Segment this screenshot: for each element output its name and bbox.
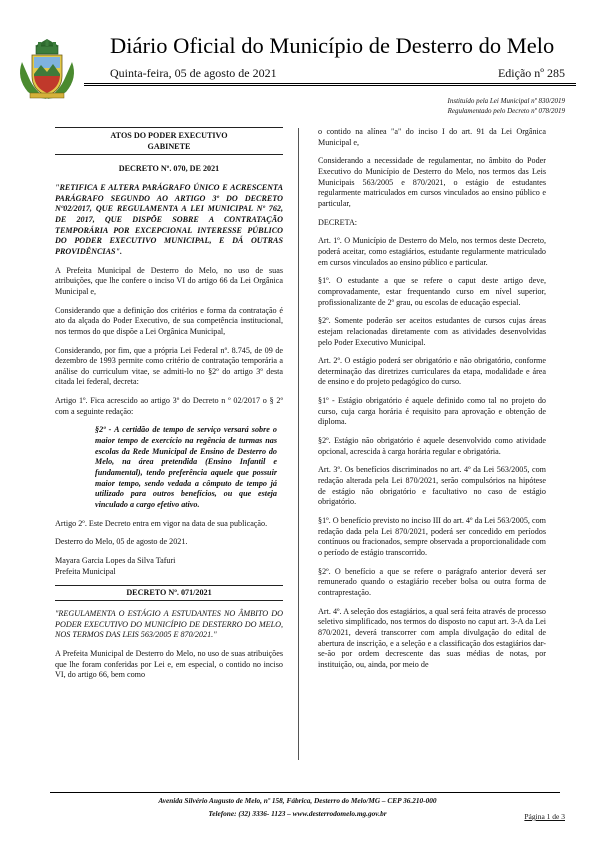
decree-070-title: DECRETO Nº. 070, DE 2021 xyxy=(118,164,220,174)
article: Art. 1º. O Município de Desterro do Melo, nos termos deste Decreto, poderá aceitar, como estagiários, estudante regularmente matriculado em cursos vinculados ao ensino público e particular. xyxy=(318,236,546,267)
page-number: Página 1 de 3 xyxy=(524,812,565,821)
paragraph: Artigo 1º. Fica acrescido ao artigo 3º do Decreto n º 02/2017 o § 2º com a seguinte redação: xyxy=(55,396,283,416)
municipal-coat-of-arms-icon xyxy=(14,38,80,100)
article: Art. 4º. A seleção dos estagiários, a qual será feita através de processo seletivo simplificado, nos termos do disposto no caput art. 3-A da Lei 870/2021, deverá transcorrer com ampla divulgação do edital de abertura de inscrição, e a seleção e a classificação dos estagiários dar-se-ão por ordem decrescente das suas médias de notas, por instituição, ou, ainda, por meio de xyxy=(318,606,546,669)
newspaper-title: Diário Oficial do Município de Desterro do Melo xyxy=(110,33,555,58)
article: Art. 3º. Os benefícios discriminados no art. 4º da Lei 563/2005, com redação alterada pela Lei 870/2021, serão compulsórios na hipótese de estágio não obrigatório e facultativo no caso de estágio obrigatório. xyxy=(318,465,546,507)
signer-name: Mayara Garcia Lopes da Silva Tafuri xyxy=(55,556,176,565)
column-divider xyxy=(298,128,299,760)
left-column xyxy=(55,127,283,689)
quoted-amendment: §2º - A certidão de tempo de serviço versará sobre o maior tempo de exercício na regência de turmas nas escolas da Rede Municipal de Ensino de Desterro do Melo, na área pretendida (Ensino Infantil e fundamental), tendo preferência aquele que possuir maior tempo, sendo vedada a cômputo de tempo já utilizado para outros benefícios, ou que esteja vinculado a cargo efetivo ativo. xyxy=(95,425,277,510)
regulation-decree-note: Regulamentado pelo Decreto nº 078/2019 xyxy=(447,107,565,115)
paragraph: Considerando que a definição dos critérios e forma da contratação é ato da alçada do Poder Executivo, de sua competência institucional, nos termos do que dispõe a Lei Orgânica Municipal, xyxy=(55,305,283,336)
edition-number: Edição nº 285 xyxy=(497,66,565,80)
section-title: ATOS DO PODER EXECUTIVO xyxy=(110,131,228,140)
article: Art. 2º. O estágio poderá ser obrigatório e não obrigatório, conforme determinação das diretrizes curriculares da etapa, modalidade e área de ensino e do projeto pedagógico do curso. xyxy=(318,356,546,387)
right-column xyxy=(318,127,546,679)
masthead xyxy=(0,0,595,120)
decree-071-summary: "REGULAMENTA O ESTÁGIO A ESTUDANTES NO ÂMBITO DO PODER EXECUTIVO DO MUNICÍPIO DE DESTERRO DO MELO, NOS TERMOS DAS LEIS 563/2005 E 870/2021." xyxy=(55,608,283,640)
place-date: Desterro do Melo, 05 de agosto de 2021. xyxy=(55,537,188,547)
paragraph: §2º. O benefício a que se refere o parágrafo anterior deverá ser remunerado quando o estagiário receber bolsa ou outra forma de contraprestação. xyxy=(318,566,546,597)
paragraph: §2º. Estágio não obrigatório é aquele desenvolvido como atividade opcional, acrescida à carga horária regular e obrigatória. xyxy=(318,436,546,456)
paragraph: DECRETA: xyxy=(318,217,358,227)
paragraph: §1º. O estudante a que se refere o caput deste artigo deve, comprovadamente, estar frequentando curso em nível superior, profissionalizante de 2º grau, ou escolas de educação especial. xyxy=(318,276,546,307)
paragraph: A Prefeita Municipal de Desterro do Melo, no uso de suas atribuições, que lhe confere o inciso VI do artigo 66 da Lei Orgânica Municipal e, xyxy=(55,265,283,296)
paragraph: Considerando, por fim, que a própria Lei Federal nº. 8.745, de 09 de dezembro de 1993 permite como critério de contratação temporária a análise do curriculum vitae, se admiti-lo no §2º do artigo 3º desta citada lei federal, decreta: xyxy=(55,345,283,387)
signature-block xyxy=(55,556,283,577)
institution-law-note: Instituído pela Lei Municipal nº 830/2019 xyxy=(447,97,565,105)
section-header xyxy=(55,127,283,155)
paragraph: §1º. O benefício previsto no inciso III do art. 4º da Lei 563/2005, com redação dada pela Lei 870/2021, poderá ser concedido em períodos contínuos ou fracionados, sempre observada a proporcionalidade com o período de estágio transcorrido. xyxy=(318,516,546,557)
header-rule-top-second xyxy=(84,85,576,86)
section-subtitle: GABINETE xyxy=(147,141,191,151)
paragraph: §1º - Estágio obrigatório é aquele definido como tal no projeto do curso, cuja carga horária é requisito para aprovação e obtenção de diploma. xyxy=(318,396,546,427)
signer-role: Prefeita Municipal xyxy=(55,566,116,576)
paragraph: Considerando a necessidade de regulamentar, no âmbito do Poder Executivo do Município de Desterro do Melo, nos termos das Leis Municipais 563/2005 e 870/2021, o estágio de estudantes regularmente matriculados em cursos vinculados ao ensino público e particular, xyxy=(318,156,546,208)
decree-070-summary: "RETIFICA E ALTERA PARÁGRAFO ÚNICO E ACRESCENTA PARÁGRAFO SEGUNDO AO ARTIGO 3º DO DECRETO Nº02/2017, QUE REGULAMENTA A LEI MUNICIPAL Nº 762, DE 2017, QUE DISPÕE SOBRE A CONTRATAÇÃO TEMPORÁRIA POR EXCEPCIONAL INTERESSE PÚBLICO DO PODER EXECUTIVO MUNICIPAL, E DÁ OUTRAS PROVIDÊNCIAS". xyxy=(55,182,283,256)
decree-071-title: DECRETO Nº. 071/2021 xyxy=(55,585,283,601)
footer-rule xyxy=(50,792,560,793)
paragraph: o contido na alínea "a" do inciso I do art. 91 da Lei Orgânica Municipal e, xyxy=(318,127,546,147)
footer-contact: Telefone: (32) 3336- 1123 – www.desterrodomelo.mg.gov.br xyxy=(208,809,387,818)
paragraph: §2º. Somente poderão ser aceitos estudantes de cursos cujas áreas estejam relacionadas diretamente com as atividades desenvolvidas pelo Poder Executivo Municipal. xyxy=(318,316,546,347)
paragraph: A Prefeita Municipal de Desterro do Melo, no uso de suas atribuições que lhe foram conferidas por Lei e, em especial, o contido no inciso VI, do artigo 66, bem como xyxy=(55,648,283,680)
paragraph: Artigo 2º. Este Decreto entra em vigor na data de sua publicação. xyxy=(55,518,268,528)
footer-address: Avenida Silvério Augusto de Melo, nº 158, Fábrica, Desterro do Melo/MG – CEP 36.210-000 xyxy=(158,796,437,805)
publication-date: Quinta-feira, 05 de agosto de 2021 xyxy=(110,66,277,80)
header-rule-top xyxy=(84,83,576,84)
